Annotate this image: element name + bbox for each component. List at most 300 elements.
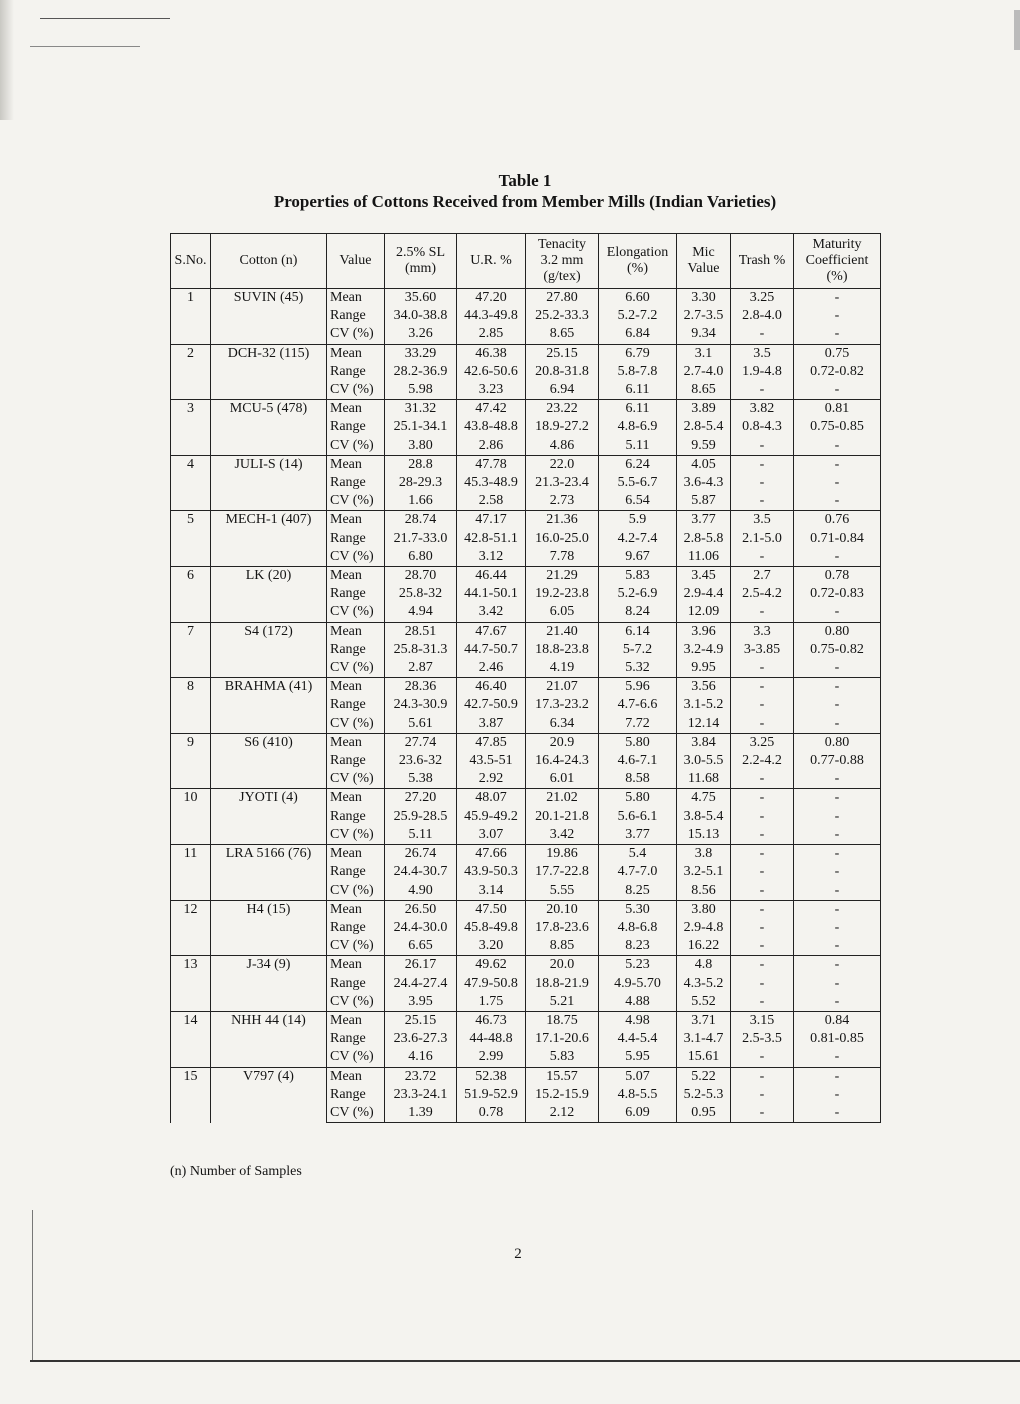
cotton-name: S6 (410) — [211, 733, 327, 789]
cotton-name: S4 (172) — [211, 622, 327, 678]
value-label: Mean — [327, 511, 385, 530]
table-cell: 4.98 — [599, 1011, 677, 1030]
table-cell: 4.75 — [677, 789, 731, 808]
table-cell: 47.66 — [457, 845, 526, 864]
table-cell: 49.62 — [457, 956, 526, 975]
table-cell: - — [731, 900, 794, 919]
serial-number: 4 — [171, 455, 211, 511]
table-cell: 3.20 — [457, 937, 526, 956]
table-cell: 3-3.85 — [731, 641, 794, 659]
table-cell: 25.8-32 — [385, 585, 457, 603]
value-label: Mean — [327, 956, 385, 975]
table-cell: 9.95 — [677, 659, 731, 678]
table-cell: 6.80 — [385, 548, 457, 567]
table-cell: 47.78 — [457, 455, 526, 474]
table-cell: 3.77 — [677, 511, 731, 530]
table-title: Table 1 — [498, 171, 552, 190]
serial-number: 11 — [171, 845, 211, 901]
table-cell: 0.95 — [677, 1104, 731, 1123]
table-cell: 44.3-49.8 — [457, 307, 526, 325]
table-cell: 45.8-49.8 — [457, 919, 526, 937]
serial-number: 6 — [171, 567, 211, 623]
table-row — [171, 900, 881, 919]
table-cell: - — [731, 492, 794, 511]
table-cell: - — [794, 975, 881, 993]
value-label: Range — [327, 1086, 385, 1104]
value-label: CV (%) — [327, 826, 385, 845]
table-cell: - — [794, 1104, 881, 1123]
table-cell: 0.75 — [794, 344, 881, 363]
cotton-name: BRAHMA (41) — [211, 678, 327, 734]
table-cell: 3.25 — [731, 289, 794, 308]
table-cell: - — [731, 1067, 794, 1086]
table-cell: - — [731, 548, 794, 567]
table-cell: 3.45 — [677, 567, 731, 586]
table-cell: 3.42 — [526, 826, 599, 845]
value-label: CV (%) — [327, 492, 385, 511]
table-cell: - — [731, 474, 794, 492]
page-number: 2 — [514, 1246, 522, 1262]
table-cell: 23.6-27.3 — [385, 1030, 457, 1048]
table-cell: 3.56 — [677, 678, 731, 697]
table-cell: 2.7 — [731, 567, 794, 586]
table-cell: 27.74 — [385, 733, 457, 752]
table-row — [171, 622, 881, 641]
table-cell: 0.8-4.3 — [731, 418, 794, 436]
table-cell: - — [731, 789, 794, 808]
table-cell: 19.2-23.8 — [526, 585, 599, 603]
table-cell: 44.7-50.7 — [457, 641, 526, 659]
table-cell: 3.84 — [677, 733, 731, 752]
table-cell: 25.1-34.1 — [385, 418, 457, 436]
table-cell: 18.75 — [526, 1011, 599, 1030]
table-cell: 3.82 — [731, 400, 794, 419]
table-cell: - — [731, 678, 794, 697]
table-cell: - — [794, 659, 881, 678]
table-cell: 35.60 — [385, 289, 457, 308]
table-cell: 20.9 — [526, 733, 599, 752]
table-row — [171, 344, 881, 363]
table-cell: 4.3-5.2 — [677, 975, 731, 993]
table-cell: 4.9-5.70 — [599, 975, 677, 993]
table-cell: 2.58 — [457, 492, 526, 511]
table-cell: 3.89 — [677, 400, 731, 419]
serial-number: 10 — [171, 789, 211, 845]
table-cell: 24.4-30.0 — [385, 919, 457, 937]
serial-number: 8 — [171, 678, 211, 734]
table-cell: 23.22 — [526, 400, 599, 419]
table-cell: 2.86 — [457, 437, 526, 456]
table-cell: 2.5-3.5 — [731, 1030, 794, 1048]
table-cell: - — [731, 437, 794, 456]
table-cell: 4.7-6.6 — [599, 696, 677, 714]
table-row — [171, 289, 881, 308]
scan-mark — [32, 1210, 33, 1360]
table-cell: 0.81 — [794, 400, 881, 419]
table-cell: 6.11 — [599, 381, 677, 400]
table-cell: 5.4 — [599, 845, 677, 864]
table-cell: - — [794, 289, 881, 308]
value-label: CV (%) — [327, 882, 385, 901]
table-cell: 28-29.3 — [385, 474, 457, 492]
table-cell: - — [731, 882, 794, 901]
table-cell: 3.71 — [677, 1011, 731, 1030]
header-ur: U.R. % — [457, 234, 526, 289]
table-cell: 16.0-25.0 — [526, 530, 599, 548]
table-cell: 21.02 — [526, 789, 599, 808]
table-cell: 6.94 — [526, 381, 599, 400]
table-row — [171, 400, 881, 419]
table-cell: 46.44 — [457, 567, 526, 586]
table-row — [171, 567, 881, 586]
serial-number: 7 — [171, 622, 211, 678]
scan-mark — [30, 46, 140, 47]
table-row — [171, 956, 881, 975]
table-cell: 5.11 — [385, 826, 457, 845]
value-label: Range — [327, 696, 385, 714]
table-cell: 0.78 — [457, 1104, 526, 1123]
serial-number: 14 — [171, 1011, 211, 1067]
value-label: Range — [327, 363, 385, 381]
header-sno: S.No. — [171, 234, 211, 289]
table-cell: - — [731, 937, 794, 956]
scan-mark — [40, 18, 170, 19]
header-cotton: Cotton (n) — [211, 234, 327, 289]
table-cell: 3.96 — [677, 622, 731, 641]
table-cell: 43.8-48.8 — [457, 418, 526, 436]
table-cell: 5.55 — [526, 882, 599, 901]
table-cell: 8.85 — [526, 937, 599, 956]
table-cell: - — [731, 845, 794, 864]
table-cell: - — [731, 1086, 794, 1104]
value-label: Range — [327, 863, 385, 881]
table-cell: 2.5-4.2 — [731, 585, 794, 603]
cotton-name: MCU-5 (478) — [211, 400, 327, 456]
value-label: Mean — [327, 622, 385, 641]
value-label: Mean — [327, 733, 385, 752]
serial-number: 9 — [171, 733, 211, 789]
table-cell: 3.1-5.2 — [677, 696, 731, 714]
table-cell: 6.60 — [599, 289, 677, 308]
table-cell: 15.61 — [677, 1048, 731, 1067]
table-cell: 6.54 — [599, 492, 677, 511]
table-cell: 22.0 — [526, 455, 599, 474]
table-cell: 3.6-4.3 — [677, 474, 731, 492]
table-cell: 4.88 — [599, 993, 677, 1012]
table-row — [171, 845, 881, 864]
table-cell: 15.57 — [526, 1067, 599, 1086]
table-cell: 5.38 — [385, 770, 457, 789]
table-cell: 3.5 — [731, 344, 794, 363]
table-cell: 5.83 — [526, 1048, 599, 1067]
cotton-name: JULI-S (14) — [211, 455, 327, 511]
table-cell: 47.42 — [457, 400, 526, 419]
table-cell: 5-7.2 — [599, 641, 677, 659]
value-label: Range — [327, 585, 385, 603]
table-cell: 17.7-22.8 — [526, 863, 599, 881]
cotton-name: NHH 44 (14) — [211, 1011, 327, 1067]
table-cell: 4.8-5.5 — [599, 1086, 677, 1104]
table-cell: 5.98 — [385, 381, 457, 400]
value-label: Range — [327, 418, 385, 436]
table-cell: - — [731, 1104, 794, 1123]
value-label: Range — [327, 1030, 385, 1048]
table-cell: 3.26 — [385, 325, 457, 344]
table-cell: - — [731, 696, 794, 714]
table-cell: 2.9-4.4 — [677, 585, 731, 603]
table-cell: - — [794, 789, 881, 808]
table-cell: 0.81-0.85 — [794, 1030, 881, 1048]
table-cell: - — [794, 993, 881, 1012]
table-cell: 4.05 — [677, 455, 731, 474]
serial-number: 12 — [171, 900, 211, 956]
table-cell: 16.22 — [677, 937, 731, 956]
value-label: CV (%) — [327, 603, 385, 622]
table-cell: 8.58 — [599, 770, 677, 789]
table-cell: 5.80 — [599, 733, 677, 752]
table-cell: 5.30 — [599, 900, 677, 919]
table-cell: - — [794, 919, 881, 937]
table-cell: 3.5 — [731, 511, 794, 530]
table-cell: 27.20 — [385, 789, 457, 808]
value-label: Mean — [327, 789, 385, 808]
table-cell: 21.7-33.0 — [385, 530, 457, 548]
table-cell: 4.8 — [677, 956, 731, 975]
cotton-name: LK (20) — [211, 567, 327, 623]
table-cell: - — [731, 919, 794, 937]
table-cell: 4.7-7.0 — [599, 863, 677, 881]
table-cell: - — [794, 715, 881, 734]
table-cell: 18.9-27.2 — [526, 418, 599, 436]
table-cell: 44-48.8 — [457, 1030, 526, 1048]
table-cell: - — [794, 474, 881, 492]
table-cell: - — [794, 1067, 881, 1086]
table-cell: 5.11 — [599, 437, 677, 456]
table-cell: 28.2-36.9 — [385, 363, 457, 381]
table-cell: 1.66 — [385, 492, 457, 511]
table-cell: 16.4-24.3 — [526, 752, 599, 770]
value-label: Range — [327, 641, 385, 659]
table-cell: 5.2-5.3 — [677, 1086, 731, 1104]
scan-shadow — [0, 0, 14, 120]
value-label: CV (%) — [327, 1048, 385, 1067]
table-cell: 17.1-20.6 — [526, 1030, 599, 1048]
cotton-name: JYOTI (4) — [211, 789, 327, 845]
table-cell: - — [731, 1048, 794, 1067]
table-cell: 25.2-33.3 — [526, 307, 599, 325]
table-cell: 47.85 — [457, 733, 526, 752]
table-cell: 0.75-0.85 — [794, 418, 881, 436]
table-cell: 0.80 — [794, 622, 881, 641]
value-label: Range — [327, 919, 385, 937]
table-cell: - — [731, 975, 794, 993]
table-cell: 4.6-7.1 — [599, 752, 677, 770]
table-cell: 5.96 — [599, 678, 677, 697]
table-cell: 4.16 — [385, 1048, 457, 1067]
value-label: Mean — [327, 1011, 385, 1030]
table-cell: - — [731, 325, 794, 344]
table-cell: 42.8-51.1 — [457, 530, 526, 548]
table-cell: 5.6-6.1 — [599, 808, 677, 826]
table-cell: - — [794, 603, 881, 622]
table-cell: 20.8-31.8 — [526, 363, 599, 381]
table-cell: 6.05 — [526, 603, 599, 622]
table-row — [171, 1067, 881, 1086]
table-cell: - — [794, 325, 881, 344]
table-cell: 42.6-50.6 — [457, 363, 526, 381]
table-cell: 2.12 — [526, 1104, 599, 1123]
table-cell: 3.87 — [457, 715, 526, 734]
table-cell: 46.40 — [457, 678, 526, 697]
table-cell: - — [794, 845, 881, 864]
table-cell: 3.2-4.9 — [677, 641, 731, 659]
table-cell: - — [731, 863, 794, 881]
table-cell: 43.5-51 — [457, 752, 526, 770]
table-cell: 9.67 — [599, 548, 677, 567]
table-cell: 6.65 — [385, 937, 457, 956]
table-cell: 0.75-0.82 — [794, 641, 881, 659]
table-cell: 2.7-3.5 — [677, 307, 731, 325]
table-cell: 12.14 — [677, 715, 731, 734]
value-label: CV (%) — [327, 937, 385, 956]
table-cell: 6.09 — [599, 1104, 677, 1123]
value-label: Mean — [327, 455, 385, 474]
table-cell: 2.87 — [385, 659, 457, 678]
value-label: Mean — [327, 400, 385, 419]
table-cell: 0.77-0.88 — [794, 752, 881, 770]
table-cell: 4.90 — [385, 882, 457, 901]
table-cell: 5.21 — [526, 993, 599, 1012]
table-cell: 0.78 — [794, 567, 881, 586]
scan-mark — [1014, 10, 1020, 50]
serial-number: 2 — [171, 344, 211, 400]
table-cell: 4.19 — [526, 659, 599, 678]
table-cell: 25.15 — [526, 344, 599, 363]
table-cell: 0.84 — [794, 1011, 881, 1030]
table-cell: 6.14 — [599, 622, 677, 641]
table-cell: - — [794, 307, 881, 325]
value-label: Range — [327, 975, 385, 993]
serial-number: 5 — [171, 511, 211, 567]
table-cell: 15.2-15.9 — [526, 1086, 599, 1104]
table-cell: 8.56 — [677, 882, 731, 901]
table-cell: 28.70 — [385, 567, 457, 586]
table-subtitle: Properties of Cottons Received from Member Mills (Indian Varieties) — [273, 192, 777, 211]
table-cell: 28.8 — [385, 455, 457, 474]
table-cell: 47.67 — [457, 622, 526, 641]
table-cell: 44.1-50.1 — [457, 585, 526, 603]
serial-number: 15 — [171, 1067, 211, 1123]
value-label: CV (%) — [327, 437, 385, 456]
table-cell: 0.76 — [794, 511, 881, 530]
value-label: Mean — [327, 845, 385, 864]
table-cell: - — [794, 1086, 881, 1104]
table-cell: 24.4-30.7 — [385, 863, 457, 881]
table-cell: 2.85 — [457, 325, 526, 344]
table-cell: - — [794, 937, 881, 956]
value-label: Range — [327, 752, 385, 770]
table-cell: 5.95 — [599, 1048, 677, 1067]
value-label: Mean — [327, 344, 385, 363]
table-cell: 4.94 — [385, 603, 457, 622]
table-cell: 33.29 — [385, 344, 457, 363]
table-cell: 3.95 — [385, 993, 457, 1012]
value-label: Range — [327, 307, 385, 325]
table-cell: 15.13 — [677, 826, 731, 845]
table-cell: - — [731, 715, 794, 734]
header-trash: Trash % — [731, 234, 794, 289]
table-cell: 0.80 — [794, 733, 881, 752]
table-caption — [0, 170, 1020, 212]
table-cell: - — [794, 808, 881, 826]
table-cell: 28.74 — [385, 511, 457, 530]
table-cell: 5.2-6.9 — [599, 585, 677, 603]
table-cell: 3.80 — [677, 900, 731, 919]
table-cell: 28.36 — [385, 678, 457, 697]
table-cell: 47.17 — [457, 511, 526, 530]
table-cell: 31.32 — [385, 400, 457, 419]
table-cell: - — [794, 678, 881, 697]
value-label: CV (%) — [327, 325, 385, 344]
table-cell: 5.80 — [599, 789, 677, 808]
table-cell: 52.38 — [457, 1067, 526, 1086]
table-cell: 5.32 — [599, 659, 677, 678]
table-cell: 3.1 — [677, 344, 731, 363]
table-cell: 21.3-23.4 — [526, 474, 599, 492]
table-cell: 5.5-6.7 — [599, 474, 677, 492]
table-cell: 9.34 — [677, 325, 731, 344]
page-rule — [30, 1360, 1020, 1362]
table-cell: 18.8-21.9 — [526, 975, 599, 993]
value-label: Range — [327, 530, 385, 548]
value-label: Mean — [327, 1067, 385, 1086]
value-label: CV (%) — [327, 381, 385, 400]
table-cell: 3.0-5.5 — [677, 752, 731, 770]
table-cell: 2.46 — [457, 659, 526, 678]
table-row — [171, 789, 881, 808]
table-cell: 0.71-0.84 — [794, 530, 881, 548]
footnote: (n) Number of Samples — [170, 1164, 302, 1179]
table-cell: 3.77 — [599, 826, 677, 845]
cotton-name: H4 (15) — [211, 900, 327, 956]
table-cell: 26.50 — [385, 900, 457, 919]
table-cell: 5.07 — [599, 1067, 677, 1086]
table-cell: 1.39 — [385, 1104, 457, 1123]
table-cell: 27.80 — [526, 289, 599, 308]
table-cell: 21.29 — [526, 567, 599, 586]
table-cell: - — [731, 956, 794, 975]
value-label: CV (%) — [327, 1104, 385, 1123]
table-cell: 2.92 — [457, 770, 526, 789]
table-cell: 5.22 — [677, 1067, 731, 1086]
value-label: Range — [327, 474, 385, 492]
table-cell: 5.9 — [599, 511, 677, 530]
table-cell: 2.8-4.0 — [731, 307, 794, 325]
table-cell: 5.23 — [599, 956, 677, 975]
table-cell: 28.51 — [385, 622, 457, 641]
cotton-name: V797 (4) — [211, 1067, 327, 1123]
table-cell: 20.0 — [526, 956, 599, 975]
table-cell: 17.3-23.2 — [526, 696, 599, 714]
table-cell: 4.2-7.4 — [599, 530, 677, 548]
table-cell: 4.86 — [526, 437, 599, 456]
table-cell: 3.2-5.1 — [677, 863, 731, 881]
table-cell: 48.07 — [457, 789, 526, 808]
table-cell: 3.12 — [457, 548, 526, 567]
table-cell: 20.1-21.8 — [526, 808, 599, 826]
table-cell: 20.10 — [526, 900, 599, 919]
table-row — [171, 1011, 881, 1030]
